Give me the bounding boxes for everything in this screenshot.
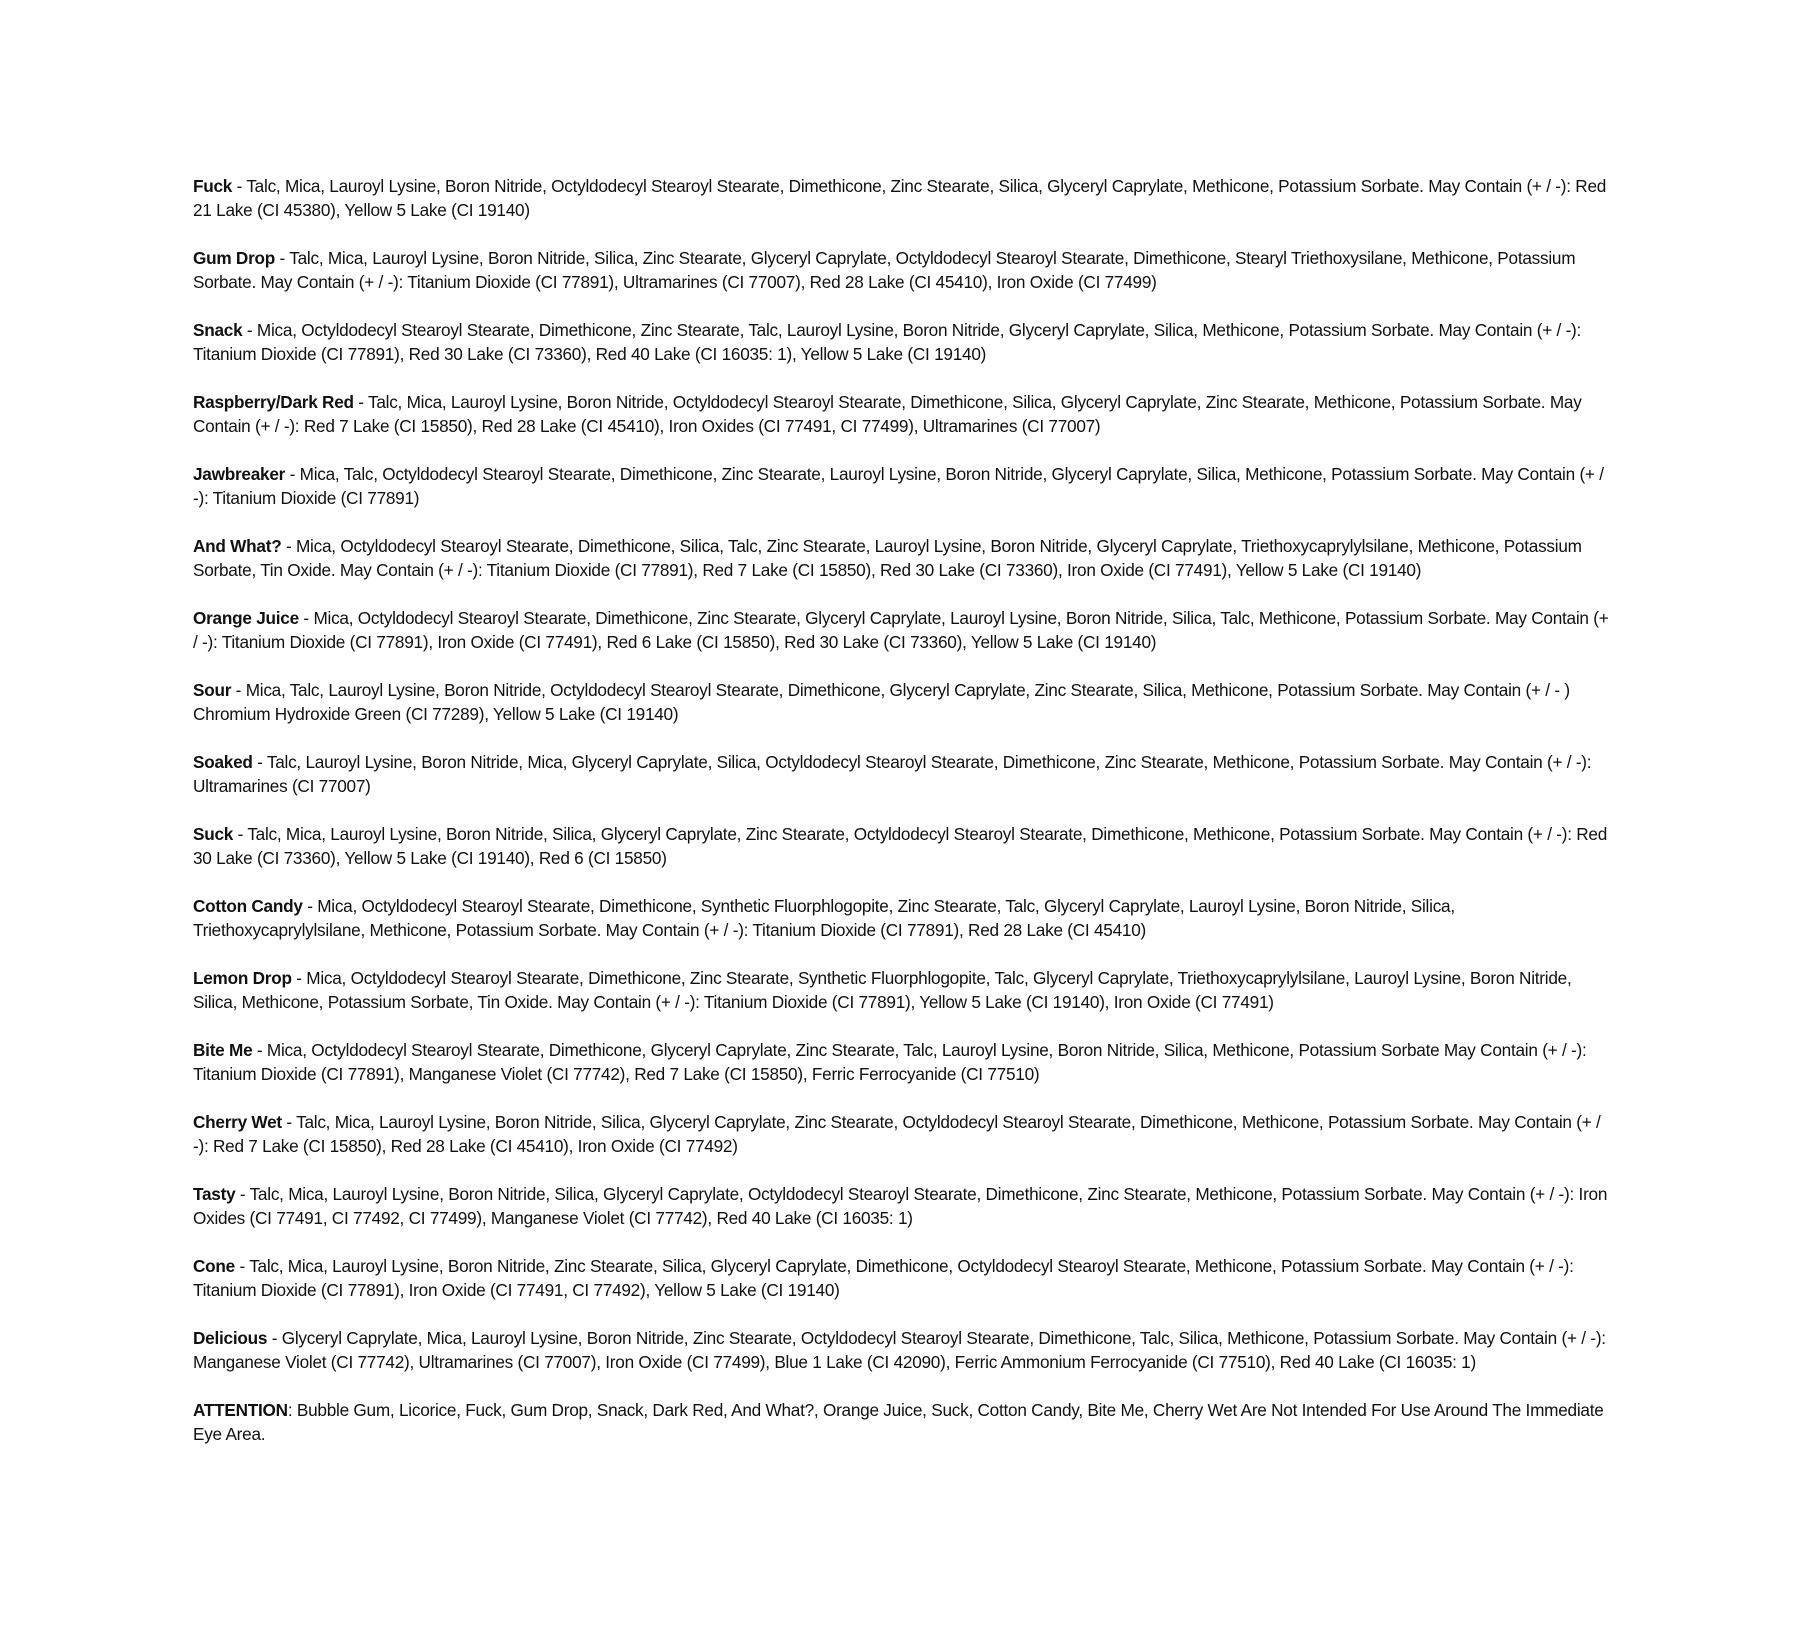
product-ingredients: Mica, Octyldodecyl Stearoyl Stearate, Dimethicone, Silica, Talc, Zinc Stearate, Lauroyl Lysine, Boron Nitride, Glyceryl Caprylate, Triethoxycaprylylsilane, Methicone, Potassium Sorbate, Tin Oxide. May Contain (+ / -): Titanium Dioxide (CI 77891), Red 7 Lake (CI 15850), Red 30 Lake (CI 73360), Iron Oxide (CI 77491), Yellow 5 Lake (CI 19140)	[193, 536, 1582, 580]
product-name: Lemon Drop	[193, 968, 292, 988]
product-ingredients: Mica, Octyldodecyl Stearoyl Stearate, Dimethicone, Synthetic Fluorphlogopite, Zinc Stearate, Talc, Glyceryl Caprylate, Lauroyl Lysine, Boron Nitride, Silica, Triethoxycaprylylsilane, Methicone, Potassium Sorbate. May Contain (+ / -): Titanium Dioxide (CI 77891), Red 28 Lake (CI 45410)	[193, 896, 1455, 940]
product-entry	[193, 1254, 1611, 1302]
product-ingredients: Glyceryl Caprylate, Mica, Lauroyl Lysine, Boron Nitride, Zinc Stearate, Octyldodecyl Stearoyl Stearate, Dimethicone, Talc, Silica, Methicone, Potassium Sorbate. May Contain (+ / -): Manganese Violet (CI 77742), Ultramarines (CI 77007), Iron Oxide (CI 77499), Blue 1 Lake (CI 42090), Ferric Ammonium Ferrocyanide (CI 77510), Red 40 Lake (CI 16035: 1)	[193, 1328, 1606, 1372]
separator: -	[252, 752, 267, 772]
product-name: Cherry Wet	[193, 1112, 282, 1132]
product-entry	[193, 750, 1611, 798]
product-name: Suck	[193, 824, 234, 844]
product-ingredients: Talc, Mica, Lauroyl Lysine, Boron Nitride, Silica, Glyceryl Caprylate, Zinc Stearate, Octyldodecyl Stearoyl Stearate, Dimethicone, Methicone, Potassium Sorbate. May Contain (+ / -): Red 7 Lake (CI 15850), Red 28 Lake (CI 45410), Iron Oxide (CI 77492)	[193, 1112, 1601, 1156]
product-entry	[193, 1326, 1611, 1374]
product-entry	[193, 174, 1611, 222]
product-entry	[193, 894, 1611, 942]
product-name: Fuck	[193, 176, 233, 196]
product-entry	[193, 462, 1611, 510]
product-name: Sour	[193, 680, 232, 700]
attention-notice	[193, 1398, 1611, 1446]
product-ingredients: Talc, Mica, Lauroyl Lysine, Boron Nitride, Zinc Stearate, Silica, Glyceryl Caprylate, Dimethicone, Octyldodecyl Stearoyl Stearate, Methicone, Potassium Sorbate. May Contain (+ / -): Titanium Dioxide (CI 77891), Iron Oxide (CI 77491, CI 77492), Yellow 5 Lake (CI 19140)	[193, 1256, 1574, 1300]
product-name: Orange Juice	[193, 608, 299, 628]
product-entry	[193, 318, 1611, 366]
separator: -	[353, 392, 368, 412]
product-ingredients: Talc, Mica, Lauroyl Lysine, Boron Nitride, Silica, Zinc Stearate, Glyceryl Caprylate, Octyldodecyl Stearoyl Stearate, Dimethicone, Stearyl Triethoxysilane, Methicone, Potassium Sorbate. May Contain (+ / -): Titanium Dioxide (CI 77891), Ultramarines (CI 77007), Red 28 Lake (CI 45410), Iron Oxide (CI 77499)	[193, 248, 1576, 292]
product-name: Cone	[193, 1256, 235, 1276]
product-name: Bite Me	[193, 1040, 253, 1060]
product-ingredients: Mica, Octyldodecyl Stearoyl Stearate, Dimethicone, Glyceryl Caprylate, Zinc Stearate, Talc, Lauroyl Lysine, Boron Nitride, Silica, Methicone, Potassium Sorbate May Contain (+ / -): Titanium Dioxide (CI 77891), Manganese Violet (CI 77742), Red 7 Lake (CI 15850), Ferric Ferrocyanide (CI 77510)	[193, 1040, 1587, 1084]
separator: -	[281, 536, 296, 556]
separator: -	[275, 248, 290, 268]
product-entry	[193, 246, 1611, 294]
product-entry	[193, 1110, 1611, 1158]
product-ingredients: Mica, Octyldodecyl Stearoyl Stearate, Dimethicone, Zinc Stearate, Synthetic Fluorphlogopite, Talc, Glyceryl Caprylate, Triethoxycaprylylsilane, Lauroyl Lysine, Boron Nitride, Silica, Methicone, Potassium Sorbate, Tin Oxide. May Contain (+ / -): Titanium Dioxide (CI 77891), Yellow 5 Lake (CI 19140), Iron Oxide (CI 77491)	[193, 968, 1572, 1012]
product-entry	[193, 534, 1611, 582]
product-name: Cotton Candy	[193, 896, 303, 916]
product-name: Tasty	[193, 1184, 236, 1204]
separator: -	[233, 824, 248, 844]
product-entry	[193, 678, 1611, 726]
product-ingredients: Mica, Talc, Lauroyl Lysine, Boron Nitride, Octyldodecyl Stearoyl Stearate, Dimethicone, Glyceryl Caprylate, Zinc Stearate, Silica, Methicone, Potassium Sorbate. May Contain (+ / - ) Chromium Hydroxide Green (CI 77289), Yellow 5 Lake (CI 19140)	[193, 680, 1570, 724]
product-ingredients: Mica, Octyldodecyl Stearoyl Stearate, Dimethicone, Zinc Stearate, Talc, Lauroyl Lysine, Boron Nitride, Glyceryl Caprylate, Silica, Methicone, Potassium Sorbate. May Contain (+ / -): Titanium Dioxide (CI 77891), Red 30 Lake (CI 73360), Red 40 Lake (CI 16035: 1), Yellow 5 Lake (CI 19140)	[193, 320, 1582, 364]
product-name: Soaked	[193, 752, 253, 772]
product-ingredients: Mica, Octyldodecyl Stearoyl Stearate, Dimethicone, Zinc Stearate, Glyceryl Caprylate, Lauroyl Lysine, Boron Nitride, Silica, Talc, Methicone, Potassium Sorbate. May Contain (+ / -): Titanium Dioxide (CI 77891), Iron Oxide (CI 77491), Red 6 Lake (CI 15850), Red 30 Lake (CI 73360), Yellow 5 Lake (CI 19140)	[193, 608, 1609, 652]
product-name: Raspberry/Dark Red	[193, 392, 354, 412]
separator: -	[242, 320, 257, 340]
separator: -	[281, 1112, 297, 1132]
product-name: Gum Drop	[193, 248, 276, 268]
attention-label: ATTENTION	[193, 1400, 288, 1420]
product-entry	[193, 390, 1611, 438]
product-ingredients: Talc, Mica, Lauroyl Lysine, Boron Nitride, Octyldodecyl Stearoyl Stearate, Dimethicone, Silica, Glyceryl Caprylate, Zinc Stearate, Methicone, Potassium Sorbate. May Contain (+ / -): Red 7 Lake (CI 15850), Red 28 Lake (CI 45410), Iron Oxides (CI 77491, CI 77499), Ultramarines (CI 77007)	[193, 392, 1582, 436]
product-entry	[193, 606, 1611, 654]
separator: -	[232, 176, 247, 196]
product-name: Snack	[193, 320, 243, 340]
product-entry	[193, 822, 1611, 870]
separator: -	[234, 1256, 250, 1276]
product-name: Delicious	[193, 1328, 268, 1348]
product-entry	[193, 1182, 1611, 1230]
separator: -	[235, 1184, 250, 1204]
product-entry	[193, 966, 1611, 1014]
separator: -	[291, 968, 307, 988]
separator: -	[302, 896, 318, 916]
ingredients-document	[193, 174, 1611, 1470]
separator: -	[252, 1040, 267, 1060]
attention-text: : Bubble Gum, Licorice, Fuck, Gum Drop, Snack, Dark Red, And What?, Orange Juice, Suck, Cotton Candy, Bite Me, Cherry Wet Are Not Intended For Use Around The Immediate Eye Area.	[193, 1400, 1604, 1444]
separator: -	[267, 1328, 282, 1348]
separator: -	[285, 464, 300, 484]
product-entry	[193, 1038, 1611, 1086]
separator: -	[231, 680, 246, 700]
product-ingredients: Talc, Mica, Lauroyl Lysine, Boron Nitride, Octyldodecyl Stearoyl Stearate, Dimethicone, Zinc Stearate, Silica, Glyceryl Caprylate, Methicone, Potassium Sorbate. May Contain (+ / -): Red 21 Lake (CI 45380), Yellow 5 Lake (CI 19140)	[193, 176, 1607, 220]
product-name: And What?	[193, 536, 282, 556]
separator: -	[298, 608, 314, 628]
product-name: Jawbreaker	[193, 464, 286, 484]
product-ingredients: Talc, Lauroyl Lysine, Boron Nitride, Mica, Glyceryl Caprylate, Silica, Octyldodecyl Stearoyl Stearate, Dimethicone, Zinc Stearate, Methicone, Potassium Sorbate. May Contain (+ / -): Ultramarines (CI 77007)	[193, 752, 1592, 796]
product-ingredients: Talc, Mica, Lauroyl Lysine, Boron Nitride, Silica, Glyceryl Caprylate, Octyldodecyl Stearoyl Stearate, Dimethicone, Zinc Stearate, Methicone, Potassium Sorbate. May Contain (+ / -): Iron Oxides (CI 77491, CI 77492, CI 77499), Manganese Violet (CI 77742), Red 40 Lake (CI 16035: 1)	[193, 1184, 1608, 1228]
product-ingredients: Mica, Talc, Octyldodecyl Stearoyl Stearate, Dimethicone, Zinc Stearate, Lauroyl Lysine, Boron Nitride, Glyceryl Caprylate, Silica, Methicone, Potassium Sorbate. May Contain (+ / -): Titanium Dioxide (CI 77891)	[193, 464, 1604, 508]
product-ingredients: Talc, Mica, Lauroyl Lysine, Boron Nitride, Silica, Glyceryl Caprylate, Zinc Stearate, Octyldodecyl Stearoyl Stearate, Dimethicone, Methicone, Potassium Sorbate. May Contain (+ / -): Red 30 Lake (CI 73360), Yellow 5 Lake (CI 19140), Red 6 (CI 15850)	[193, 824, 1608, 868]
product-ingredient-list	[193, 174, 1611, 1374]
